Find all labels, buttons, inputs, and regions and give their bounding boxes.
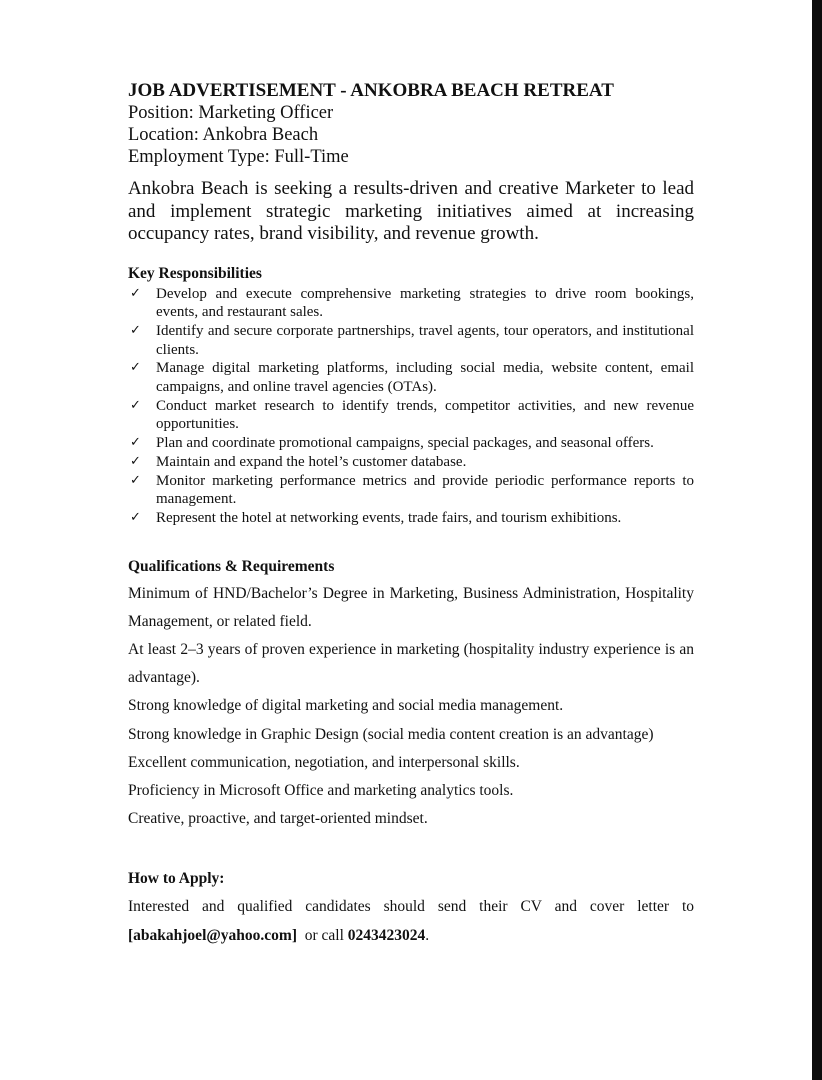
responsibilities-heading: Key Responsibilities [128, 264, 262, 282]
apply-call-text: or call [297, 926, 348, 944]
intro-paragraph: Ankobra Beach is seeking a results-driven and creative Marketer to lead and implement strategic marketing initiatives aimed at increasing occupancy rates, brand visibility, and revenue growth. [128, 178, 694, 244]
qualification-item: Creative, proactive, and target-oriented mindset. [128, 810, 428, 828]
responsibility-item [128, 509, 694, 528]
check-mark-icon: ✓ [130, 472, 141, 488]
responsibility-text: Maintain and expand the hotel’s customer database. [156, 453, 467, 470]
qualification-item: Strong knowledge of digital marketing and social media management. [128, 697, 564, 715]
qualification-item: Proficiency in Microsoft Office and marketing analytics tools. [128, 782, 514, 800]
responsibility-text: Represent the hotel at networking events, trade fairs, and tourism exhibitions. [156, 509, 622, 526]
responsibility-text: Monitor marketing performance metrics and provide periodic performance reports to management. [156, 472, 694, 508]
responsibility-item [128, 453, 694, 472]
responsibility-text: Plan and coordinate promotional campaigns, special packages, and seasonal offers. [156, 435, 654, 452]
how-to-apply-text [128, 893, 694, 950]
responsibility-item [128, 434, 694, 453]
responsibility-text: Manage digital marketing platforms, including social media, website content, email campaigns, and online travel agencies (OTAs). [156, 360, 694, 396]
check-mark-icon: ✓ [130, 509, 141, 525]
responsibility-item [128, 397, 694, 434]
location-line: Location: Ankobra Beach [128, 125, 319, 145]
document-title: JOB ADVERTISEMENT - ANKOBRA BEACH RETREAT [128, 80, 614, 101]
contact-email: [abakahjoel@yahoo.com] [128, 926, 297, 944]
qualifications-heading: Qualifications & Requirements [128, 557, 335, 575]
check-mark-icon: ✓ [130, 322, 141, 338]
responsibility-text: Develop and execute comprehensive marketing strategies to drive room bookings, events, and restaurant sales. [156, 285, 694, 321]
contact-phone: 0243423024 [347, 926, 426, 944]
position-line: Position: Marketing Officer [128, 103, 334, 123]
apply-period: . [425, 926, 430, 944]
qualifications-list [128, 580, 694, 834]
responsibility-item [128, 472, 694, 509]
check-mark-icon: ✓ [130, 360, 141, 376]
apply-instructions: Interested and qualified candidates should send their CV and cover letter to [128, 898, 694, 916]
scan-edge [812, 0, 822, 1080]
check-mark-icon: ✓ [130, 453, 141, 469]
how-to-apply-heading: How to Apply: [128, 870, 225, 888]
employment-type-line: Employment Type: Full-Time [128, 147, 349, 167]
job-advertisement [128, 80, 694, 950]
check-mark-icon: ✓ [130, 285, 141, 301]
check-mark-icon: ✓ [130, 397, 141, 413]
responsibility-item [128, 285, 694, 322]
qualification-item: Strong knowledge in Graphic Design (social media content creation is an advantage) [128, 725, 654, 743]
qualification-item: At least 2–3 years of proven experience in marketing (hospitality industry experience is an advantage). [128, 641, 694, 687]
responsibility-text: Identify and secure corporate partnerships, travel agents, tour operators, and institutional clients. [156, 322, 694, 358]
qualification-item: Excellent communication, negotiation, and interpersonal skills. [128, 753, 520, 771]
qualification-item: Minimum of HND/Bachelor’s Degree in Marketing, Business Administration, Hospitality Management, or related field. [128, 584, 694, 630]
responsibility-item [128, 322, 694, 359]
responsibility-text: Conduct market research to identify trends, competitor activities, and new revenue opportunities. [156, 397, 694, 433]
responsibility-item [128, 359, 694, 396]
responsibilities-list [128, 285, 694, 528]
check-mark-icon: ✓ [130, 435, 141, 451]
